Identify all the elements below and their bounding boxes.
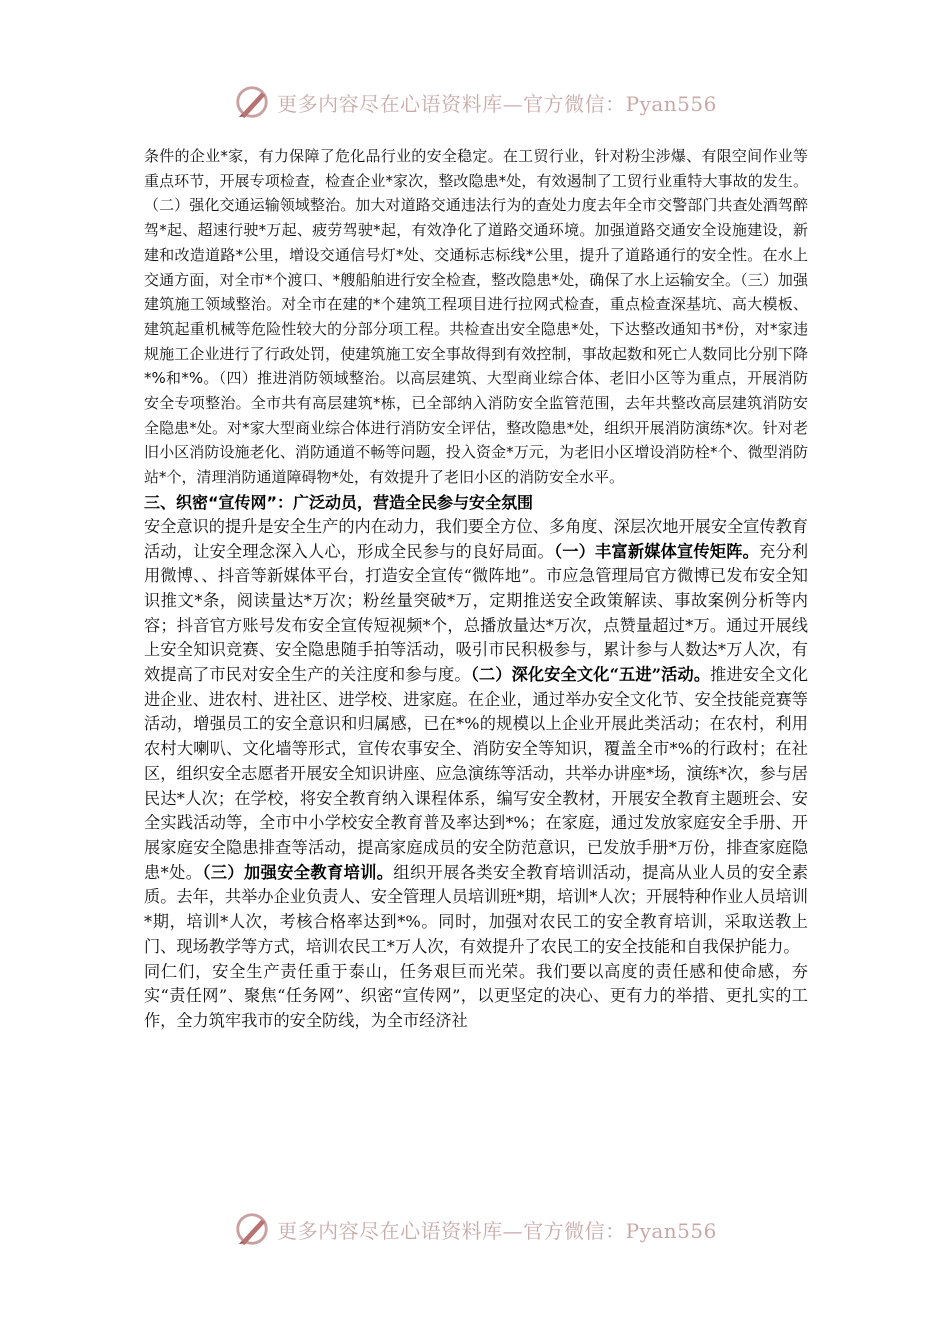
subsection-2-title: （二）深化安全文化“五进”活动。: [470, 665, 711, 685]
paragraph-2: [144, 515, 808, 960]
paragraph-3: 同仁们，安全生产责任重于泰山，任务艰巨而光荣。我们要以高度的责任感和使命感，夯实“责任网”、聚焦“任务网”、织密“宣传网”，以更坚定的决心、更有力的举措、更扎实的工作，全力筑牢我市的安全防线，为全市经济社: [144, 961, 808, 1030]
watermark-text: 更多内容尽在心语资料库—官方微信：Pyan556: [277, 91, 717, 116]
document-body: [144, 144, 808, 1034]
pen-logo-icon: [233, 1210, 271, 1248]
subsection-3-title: （三）加强安全教育培训。: [202, 862, 394, 882]
watermark-footer: [0, 1207, 950, 1251]
watermark-header: [0, 80, 950, 124]
subsection-3-text: 组织开展各类安全教育培训活动，提高从业人员的安全素质。去年，共举办企业负责人、安全管理人员培训班*期，培训*人次；开展特种作业人员培训*期，培训*人次，考核合格率达到*%。同时，加强对农民工的安全教育培训，采取送教上门、现场教学等方式，培训农民工*万人次，有效提升了农民工的安全技能和自我保护能力。: [144, 862, 809, 956]
subsection-1-text: 充分利用微博、、抖音等新媒体平台，打造安全宣传“微阵地”。市应急管理局官方微博已发布安全知识推文*条，阅读量达*万次；粉丝量突破*万，定期推送安全政策解读、事故案例分析等内容；抖音官方账号发布安全宣传短视频*个，总播放量达*万次，点赞量超过*万。通过开展线上安全知识竞赛、安全隐患随手拍等活动，吸引市民积极参与，累计参与人数达*万人次，有效提高了市民对安全生产的关注度和参与度。: [144, 541, 809, 685]
watermark-text: 更多内容尽在心语资料库—官方微信：Pyan556: [277, 1218, 717, 1243]
subsection-1-title: （一）丰富新媒体宣传矩阵。: [553, 541, 760, 561]
subsection-2-text: 推进安全文化进企业、进农村、进社区、进学校、进家庭。在企业，通过举办安全文化节、安全技能竞赛等活动，增强员工的安全意识和归属感，已在*%的规模以上企业开展此类活动；在农村，利用农村大喇叭、文化墙等形式，宣传农事安全、消防安全等知识，覆盖全市*%的行政村；在社区，组织安全志愿者开展安全知识讲座、应急演练等活动，共举办讲座*场，演练*次，参与居民达*人次；在学校，将安全教育纳入课程体系，编写安全教材，开展安全教育主题班会、安全实践活动等，全市中小学校安全教育普及率达到*%；在家庭，通过发放家庭安全手册、开展家庭安全隐患排查等活动，提高家庭成员的安全防范意识，已发放手册*万份，排查家庭隐患*处。: [144, 665, 809, 882]
paragraph-1: 条件的企业*家，有力保障了危化品行业的安全稳定。在工贸行业，针对粉尘涉爆、有限空间作业等重点环节，开展专项检查，检查企业*家次，整改隐患*处，有效遏制了工贸行业重特大事故的发生。（二）强化交通运输领域整治。加大对道路交通违法行为的查处力度去年全市交警部门共查处酒驾醉驾*起、超速行驶*万起、疲劳驾驶*起，有效净化了道路交通环境。加强道路交通安全设施建设，新建和改造道路*公里，增设交通信号灯*处、交通标志标线*公里，提升了道路通行的安全性。在水上交通方面，对全市*个渡口、*艘船舶进行安全检查，整改隐患*处，确保了水上运输安全。（三）加强建筑施工领域整治。对全市在建的*个建筑工程项目进行拉网式检查，重点检查深基坑、高大模板、建筑起重机械等危险性较大的分部分项工程。共检查出安全隐患*处，下达整改通知书*份，对*家违规施工企业进行了行政处罚，使建筑施工安全事故得到有效控制，事故起数和死亡人数同比分别下降*%和*%。（四）推进消防领域整治。以高层建筑、大型商业综合体、老旧小区等为重点，开展消防安全专项整治。全市共有高层建筑*栋，已全部纳入消防安全监管范围，去年共整改高层建筑消防安全隐患*处。对*家大型商业综合体进行消防安全评估，整改隐患*处，组织开展消防演练*次。针对老旧小区消防设施老化、消防通道不畅等问题，投入资金*万元，为老旧小区增设消防栓*个、微型消防站*个，清理消防通道障碍物*处，有效提升了老旧小区的消防安全水平。: [144, 147, 808, 487]
section-heading-3: 三、织密“宣传网”：广泛动员，营造全民参与安全氛围: [144, 492, 534, 512]
paragraph-2-intro: 安全意识的提升是安全生产的内在动力，我们要全方位、多角度、深层次地开展安全宣传教育活动，让安全理念深入人心，形成全民参与的良好局面。: [144, 516, 808, 561]
pen-logo-icon: [233, 83, 271, 121]
